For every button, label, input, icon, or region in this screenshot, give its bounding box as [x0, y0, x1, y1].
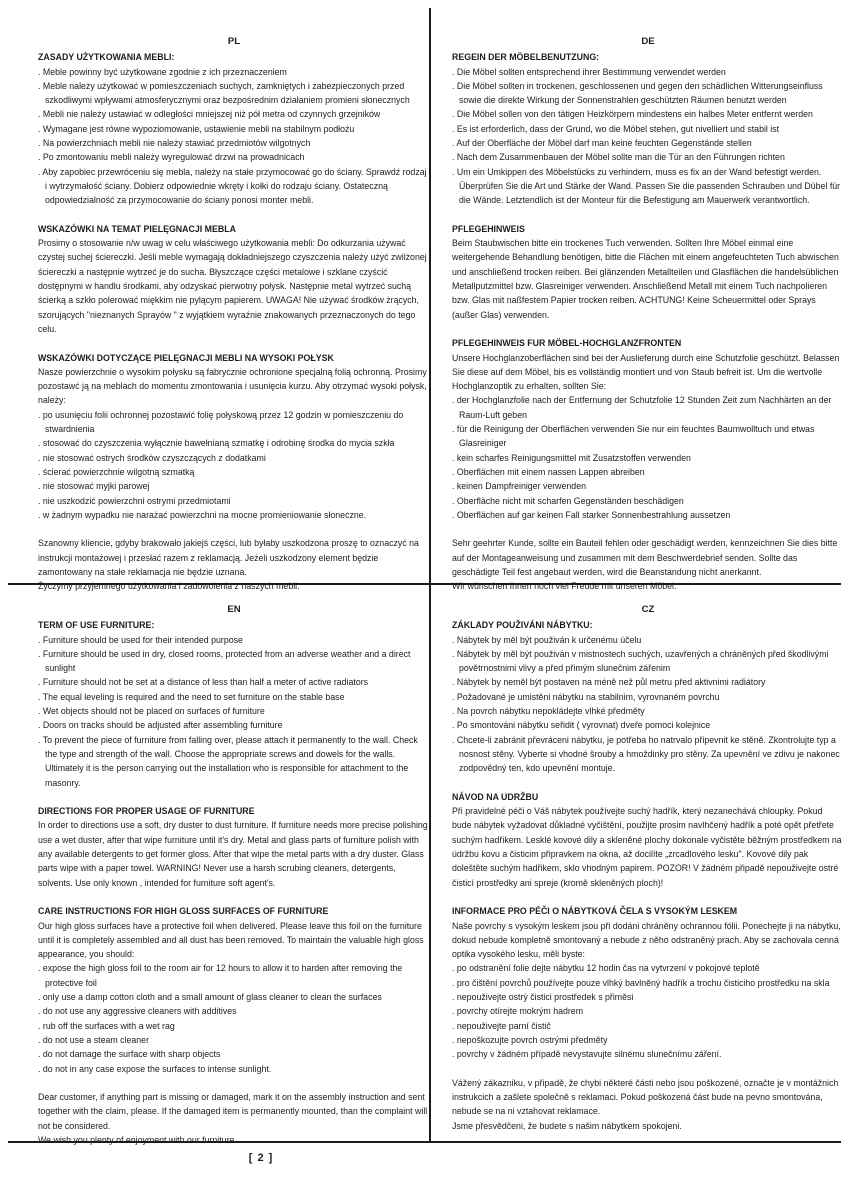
list-item: . Furniture should be used in dry, closed rooms, protected from an adverse weather and a direct sunlight [38, 648, 411, 674]
list-item: . do not use any aggressive cleaners with additives [38, 1006, 237, 1017]
list-item: . Meble należy użytkować w pomieszczeniach suchych, zamkniętych i zabezpieczonych przed szkodliwymi wpływami atmosferycznymi oraz bezpośrednim działaniem promieni słonecznych [38, 80, 410, 106]
paragraph: Jsme přesvědčeni, že budete s našim nábytkem spokojeni. [452, 1120, 682, 1131]
list-item: . Nábytek by měl být použiván v mistnostech suchých, uzavřených a chráněných před škodlivými povětrnostnimi vlivy a před přimým slunečnim zářenim [452, 648, 829, 674]
list-item: . Doors on tracks should be adjusted after assembling furniture [38, 720, 283, 731]
list-item: . po usunięciu folii ochronnej pozostawić folię połyskową przez 12 godzin w pomieszczeniu do stwardnienia [38, 409, 404, 435]
list-item: . pro čištění povrchů používejte pouze vlhký bavlněný hadřík a trochu čisticiho prostředku na skla [452, 977, 830, 988]
list-item: . Oberflächen mit einem nassen Lappen abreiben [452, 466, 645, 477]
paragraph: Unsere Hochglanzoberflächen sind bei der Auslieferung durch eine Schutzfolie geschützt. Belassen Sie diese auf dem Möbel, bis es vollständig montiert und von Staub befreit ist. Um die wertvolle Hochglanzoptik zu erhalten, sollten Sie: [452, 352, 840, 392]
list-item: . Die Möbel sollten in trockenen, geschlossenen und gegen den schädlichen Witterungseinfluss sowie die direkte Wirkung der Sonnenstrahlen geschützten Räumen benutzt werden [452, 80, 823, 106]
list-item: . nie stosować ostrych środków czyszczących z dodatkami [38, 452, 266, 463]
list-item: . expose the high gloss foil to the room air for 12 hours to allow it to harden after removing the protective foil [38, 963, 403, 988]
section-heading: WSKAZÓWKI NA TEMAT PIELĘGNACJI MEBLA [38, 223, 236, 234]
list-item: . Meble powinny być użytkowane zgodnie z ich przeznaczeniem [38, 66, 287, 77]
section-en [38, 603, 430, 1147]
list-item: . The equal leveling is required and the need to set furniture on the stable base [38, 691, 345, 702]
paragraph: Dear customer, if anything part is missing or damaged, mark it on the assembly instruction and sent together with the claim, please. If the damaged item is permanently mounted, than the complaint will not be considered. [38, 1092, 428, 1131]
section-heading: PFLEGEHINWEIS [452, 223, 525, 234]
list-item: . Nábytek by neměl být postaven na méně než půl metru před aktivnimi radiátory [452, 677, 766, 688]
section-de [452, 35, 844, 594]
list-item: . Požadované je umistěni nábytku na stabilnim, vyrovnaném povrchu [452, 691, 720, 702]
list-item: . Furniture should not be set at a distance of less than half a meter of active radiators [38, 677, 369, 688]
list-item: . Die Möbel sollen von den tätigen Heizkörpern mindestens ein halbes Meter entfernt werden [452, 109, 813, 120]
list-item: . do not in any case expose the surfaces to intense sunlight. [38, 1063, 272, 1074]
section-heading: ZASADY UŻYTKOWANIA MEBLI: [38, 52, 175, 63]
section-heading: CARE INSTRUCTIONS FOR HIGH GLOSS SURFACES OF FURNITURE [38, 906, 329, 917]
list-item: . Na povrch nábytku nepokládejte vlhké předměty [452, 706, 645, 717]
section-pl [38, 35, 430, 594]
list-item: . Auf der Oberfläche der Möbel darf man keine feuchten Gegenstände stellen [452, 138, 752, 149]
list-item: . der Hochglanzfolie nach der Entfernung der Schutzfolie 12 Stunden Zeit zum Nachhärten an der Raum-Luft geben [452, 395, 832, 420]
page-number: [ 2 ] [248, 1152, 274, 1164]
list-item: . Aby zapobiec przewróceniu się mebla, należy na stałe przymocować go do ściany. Sprawdź rodzaj i wytrzymałość ściany. Dobierz odpowiednie wkręty i kołki do rodzaju ściany. Ostateczną odpowiedzialność za przymocowanie do ściany ponosi monter mebli. [38, 166, 427, 206]
section-heading: REGEIN DER MÖBELBENUTZUNG: [452, 52, 600, 63]
paragraph: Prosimy o stosowanie n/w uwag w celu właściwego użytkowania mebli: Do odkurzania używać czystej suchej ściereczki. Jeśli meble wymagają dokładniejszego czyszczenia należy użyć zwilżonej ściereczki a następnie wytrzeć je do sucha. Błyszczące części metalowe i szklane czyścić dostępnymi w handlu środkami, aby odzyskać pierwotny połysk. Następnie metal wytrzeć suchą ścierką a szkło polerować miękkim nie pylącym papierem. UWAGA! Nie używać środków żrących, szorujących "nieznanych Sprayów " z wyjątkiem wyraźnie znakowanych przeznaczonych do tego celu. [38, 238, 427, 334]
list-item: . Wet objects should not be placed on surfaces of furniture [38, 706, 265, 717]
paragraph: Our high gloss surfaces have a protective foil when delivered. Please leave this foil on the furniture until it is completely assembled and all dust has been removed. To maintain the valuable high gloss appearance, you should: [38, 920, 424, 960]
list-item: . Po smontováni nábytku seřidit ( vyrovnat) dveře pomoci kolejnice [452, 720, 711, 731]
list-item: . kein scharfes Reinigungsmittel mit Zusatzstoffen verwenden [452, 452, 691, 463]
list-item: . Es ist erforderlich, dass der Grund, wo die Möbel stehen, gut nivelliert und stabil ist [452, 123, 780, 134]
list-item: . Um ein Umkippen des Möbelstücks zu verhindern, muss es fix an der Wand befestigt werden. Überprüfen Sie die Art und Stärke der Wand. Passen Sie die passenden Schrauben und Dübel für die Wände. Letztendlich ist der Monteur für die Befestigung am Mauerwerk verantwortlich. [452, 166, 841, 206]
list-item: . Oberflächen auf gar keinen Fall starker Sonnenbestrahlung aussetzen [452, 509, 731, 520]
list-item: . Die Möbel sollten entsprechend ihrer Bestimmung verwendet werden [452, 66, 726, 77]
paragraph: Sehr geehrter Kunde, sollte ein Bauteil fehlen oder geschädigt werden, kennzeichnen Sie dies bitte auf der Montageanweisung und zusammen mit dem Beschwerdebrief senden. Sollte das geschädigte Teil fest angebaut werden, wird die Beanstandung nicht anerkannt. [452, 538, 838, 577]
list-item: . Nábytek by měl být použiván k určenému účelu [452, 634, 642, 645]
paragraph: Życzymy przyjemnego użytkowania i zadowolenia z naszych mebli. [38, 581, 300, 592]
list-item: . rub off the surfaces with a wet rag [38, 1020, 175, 1031]
list-item: . Furniture should be used for their intended purpose [38, 634, 243, 645]
paragraph: We wish you plenty of enjoyment with our furniture. [38, 1134, 237, 1145]
list-item: . ścierać powierzchnie wilgotną szmatką [38, 466, 195, 477]
list-item: . w żadnym wypadku nie narażać powierzchni na mocne promieniowanie słoneczne. [38, 509, 367, 520]
paragraph: Naše povrchy s vysokým leskem jsou při dodáni chráněny ochrannou fólii. Ponechejte ji na nábytku, dokud nebude kompletně smontovaný a nebude z něho odstraněný prach. Aby se zachovala cenná optika vysokého lesku, měli byste: [452, 920, 841, 960]
list-item: . Po zmontowaniu mebli należy wyregulować drzwi na prowadnicach [38, 152, 305, 163]
section-language-title: EN [227, 604, 241, 615]
list-item: . To prevent the piece of furniture from falling over, please attach it permanently to the wall. Check the type and strength of the wall. Choose the appropriate screws and dowels for the walls. Ultimately it is the person carrying out the installation who is responsible for attachment to the masonry. [38, 734, 418, 788]
paragraph: Vážený zákazniku, v připadě, že chybi některé části nebo jsou poškozené, označte je v montážnich instrukcich a zašlete společně s reklamaci. Pokud poškozená část bude na pevno smontována, nebude se na ni vztahovat reklamace. [452, 1077, 839, 1117]
section-language-title: DE [641, 36, 655, 47]
list-item: . povrchy v žádném případě nevystavujte silnému slunečnímu záření. [452, 1049, 722, 1060]
section-heading: DIRECTIONS FOR PROPER USAGE OF FURNITURE [38, 806, 255, 817]
paragraph: Szanowny kliencie, gdyby brakowało jakiejś części, lub byłaby uszkodzona proszę to oznaczyć na instrukcji montażowej i przesłać razem z reklamacją. Jeżeli uszkodzony element będzie zamontowany na stałe reklamacja nie będzie uznana. [38, 538, 419, 577]
paragraph: In order to directions use a soft, dry duster to dust furniture. If furniture needs more precise polishing use a wet duster, after that wipe furniture until it's dry. Metal and glass parts of furniture polish with any available detergents to get former gloss. After that wipe the metal parts with a dry duster. Glass parts wipe with a paper towel. WARNING! Never use a harsh scrubing cleaners, detergents, solvents. Use only known , intended for furniture soft agent's. [38, 820, 428, 888]
section-language-title: CZ [641, 604, 655, 615]
list-item: . Mebli nie należy ustawiać w odległości mniejszej niż pół metra od czynnych grzejników [38, 109, 381, 120]
list-item: . povrchy otírejte mokrým hadrem [452, 1006, 584, 1017]
list-item: . nie stosować myjki parowej [38, 481, 150, 492]
section-heading: PFLEGEHINWEIS FUR MÖBEL-HOCHGLANZFRONTEN [452, 338, 682, 349]
section-cz [452, 603, 844, 1133]
list-item: . Chcete-li zabránit převráceni nábytku, je potřeba ho natrvalo připevnit ke stěně. Zkontrolujte typ a nosnost stěny. Vyberte si vhodné šrouby a hmoždinky pro stěny. Za upevnění ve zdivu je nakonec zodpovědný ten, kdo upevnění montuje. [452, 734, 840, 774]
section-heading: TERM OF USE FURNITURE: [38, 620, 155, 631]
list-item: . nepoškozujte povrch ostrými předměty [452, 1034, 608, 1045]
paragraph: Beim Staubwischen bitte ein trockenes Tuch verwenden. Sollten Ihre Möbel einmal eine weitergehende Behandlung benötigen, bitte die Flächen mit einem angefeuchteten Tuch abwischen und anschließend trocken reiben. Bei glänzenden Metallteilen und Glasflächen die handelsüblichen Metallputzmittel bzw. Glasreiniger verwenden. Anschließend Metall mit einem Tuch nachpolieren bzw. Glas mit naßfestem Papier trocken reiben. ACHTUNG! Keine Scheuermittel oder Sprays (außer Glas) verwenden. [452, 238, 839, 320]
paragraph: Nasze powierzchnie o wysokim połysku są fabrycznie ochronione specjalną folią ochronną. Prosimy pozostawć ją na meblach do momentu zmontowania i usunięcia kurzu. Aby otrzymać wysoki połysk, należy: [38, 366, 427, 406]
section-heading: INFORMACE PRO PÉČI O NÁBYTKOVÁ ČELA S VYSOKÝM LESKEM [452, 906, 738, 917]
list-item: . po odstranění folie dejte nábytku 12 hodin čas na vytvrzení v pokojové teplotě [452, 963, 760, 974]
section-heading: WSKAZÓWKI DOTYCZĄCE PIELĘGNACJI MEBLI NA WYSOKI POŁYSK [38, 352, 334, 363]
list-item: . für die Reinigung der Oberflächen verwenden Sie nur ein feuchtes Baumwolltuch und etwas Glasreiniger [452, 424, 815, 449]
list-item: . Oberfläche nicht mit scharfen Gegenständen beschädigen [452, 495, 684, 506]
section-heading: ZÁKLADY POUŽIVÁNI NÁBYTKU: [452, 620, 593, 631]
list-item: . nepouživejte ostrý čistici prostředek s přiměsi [452, 992, 634, 1003]
list-item: . stosować do czyszczenia wyłącznie bawełnianą szmatkę i odrobinę środka do mycia szkła [38, 438, 395, 449]
list-item: . do not damage the surface with sharp objects [38, 1049, 221, 1060]
list-item: . Wymagane jest równe wypoziomowanie, ustawienie mebli na stabilnym podłożu [38, 123, 355, 134]
list-item: . do not use a steam cleaner [38, 1034, 150, 1045]
list-item: . keinen Dampfreiniger verwenden [452, 481, 586, 492]
list-item: . Nach dem Zusammenbauen der Möbel sollte man die Tür an den Führungen richten [452, 152, 785, 163]
list-item: . nepouživejte parní čistič [452, 1020, 551, 1031]
section-heading: NÁVOD NA UDRŽBU [452, 791, 539, 802]
list-item: . Na powierzchniach mebli nie należy stawiać przedmiotów wilgotnych [38, 138, 311, 149]
list-item: . nie uszkodzić powierzchni ostrymi przedmiotami [38, 495, 231, 506]
paragraph: Wir wünschen Ihnen noch viel Freude mit unseren Möbel. [452, 581, 677, 592]
section-language-title: PL [227, 36, 241, 47]
paragraph: Při pravidelné péči o Váš nábytek používejte suchý hadřík, který nezanechává chloupky. Pokud bude nábytek vyžadovat důkladné vyčištění, použijte prosim navlhčený hadřík a poté opět přetřete suchým hadřikem. Lesklé kovové dily a skleněné plochy dokonale vyčistěte běžným prostředkem na údržbu kovu a čisticim připravkem na okna, až docilíte „zrcadlového lesku". Kovové dily pak doleštěte suchým hadřikem, sklo vhodným papirem. POZOR! V žádném připadě nepouživejte ostré čisticí prostředky ani spreje (kromě skleněných ploch)! [452, 806, 842, 888]
list-item: . only use a damp cotton cloth and a small amount of glass cleaner to clean the surfaces [38, 992, 382, 1003]
